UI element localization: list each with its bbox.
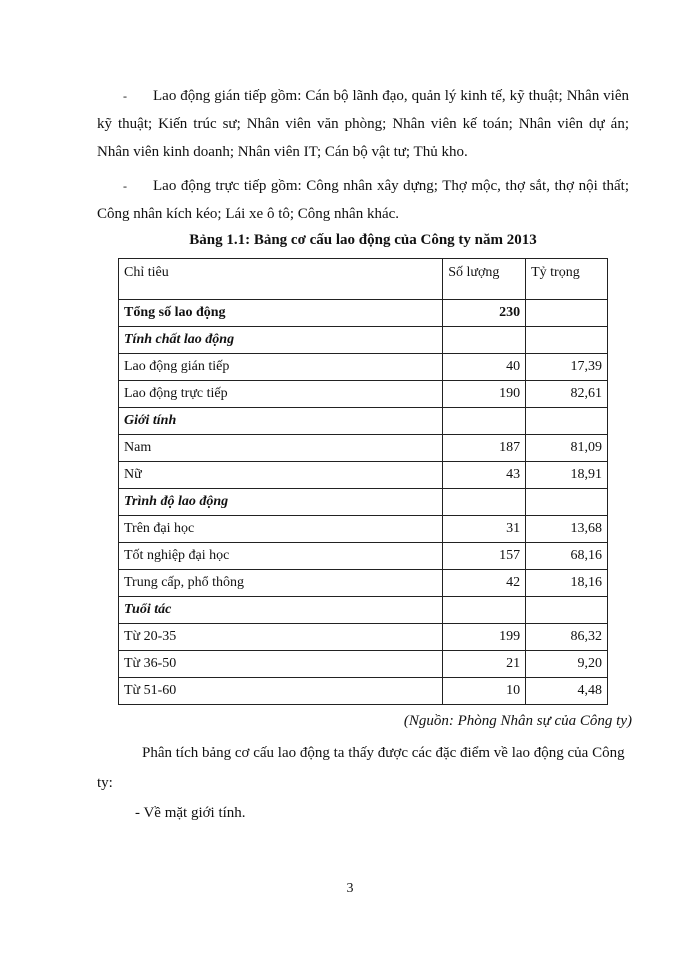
- table-group-row: [119, 489, 608, 516]
- row-pct: [526, 327, 608, 354]
- table-row: [119, 462, 608, 489]
- row-label: Tuổi tác: [119, 597, 443, 624]
- header-cell: Số lượng: [443, 259, 526, 300]
- analysis-paragraph: Phân tích bảng cơ cấu lao động ta thấy được các đặc điểm về lao động của Công ty:: [97, 745, 625, 791]
- row-label: Trình độ lao động: [119, 489, 443, 516]
- table-row: [119, 516, 608, 543]
- row-pct: 68,16: [526, 543, 608, 570]
- row-label: Từ 36-50: [119, 651, 443, 678]
- row-count: 21: [443, 651, 526, 678]
- row-count: [443, 489, 526, 516]
- header-cell: Tỷ trọng: [526, 259, 608, 300]
- row-label: Lao động trực tiếp: [119, 381, 443, 408]
- row-count: [443, 327, 526, 354]
- table-row: [119, 354, 608, 381]
- row-count: 31: [443, 516, 526, 543]
- row-count: [443, 408, 526, 435]
- table-group-row: [119, 408, 608, 435]
- paragraph-direct-labor: [97, 172, 629, 228]
- row-pct: 18,16: [526, 570, 608, 597]
- bullet-mark: -: [123, 179, 127, 193]
- row-label: Từ 20-35: [119, 624, 443, 651]
- table-header-row: [119, 259, 608, 300]
- table-row: [119, 570, 608, 597]
- paragraph-indirect-labor: [97, 82, 629, 166]
- row-pct: 13,68: [526, 516, 608, 543]
- row-label: Trên đại học: [119, 516, 443, 543]
- header-cell: Chỉ tiêu: [119, 259, 443, 300]
- total-count: 230: [443, 300, 526, 327]
- row-count: 199: [443, 624, 526, 651]
- table-row: [119, 435, 608, 462]
- row-pct: 17,39: [526, 354, 608, 381]
- row-label: Từ 51-60: [119, 678, 443, 705]
- row-pct: [526, 597, 608, 624]
- table-row: [119, 651, 608, 678]
- table-source-note: (Nguồn: Phòng Nhân sự của Công ty): [403, 713, 632, 729]
- table-row: [119, 624, 608, 651]
- table-group-row: [119, 597, 608, 624]
- table-caption: Bảng 1.1: Bảng cơ cấu lao động của Công ty năm 2013: [189, 232, 537, 248]
- table-row: [119, 678, 608, 705]
- table-group-row: [119, 327, 608, 354]
- row-label: Nữ: [119, 462, 443, 489]
- row-count: 40: [443, 354, 526, 381]
- row-label: Lao động gián tiếp: [119, 354, 443, 381]
- row-pct: [526, 408, 608, 435]
- row-pct: [526, 489, 608, 516]
- paragraph-text: Lao động trực tiếp gồm: Công nhân xây dựng; Thợ mộc, thợ sắt, thợ nội thất; Công nhân kích kéo; Lái xe ô tô; Công nhân khác.: [97, 178, 629, 222]
- row-label: Giới tính: [119, 408, 443, 435]
- gender-aspect-item: - Về mặt giới tính.: [135, 805, 246, 821]
- row-label: Nam: [119, 435, 443, 462]
- table-total-row: [119, 300, 608, 327]
- total-pct: [526, 300, 608, 327]
- bullet-mark: -: [123, 89, 127, 103]
- row-pct: 18,91: [526, 462, 608, 489]
- row-count: [443, 597, 526, 624]
- row-pct: 86,32: [526, 624, 608, 651]
- row-count: 42: [443, 570, 526, 597]
- total-label: Tổng số lao động: [119, 300, 443, 327]
- row-count: 190: [443, 381, 526, 408]
- table-row: [119, 543, 608, 570]
- paragraph-text: Lao động gián tiếp gồm: Cán bộ lãnh đạo, quản lý kinh tế, kỹ thuật; Nhân viên kỹ thuật; Kiến trúc sư; Nhân viên văn phòng; Nhân viên kế toán; Nhân viên dự án; Nhân viên kinh doanh; Nhân viên IT; Cán bộ vật tư; Thủ kho.: [97, 88, 629, 160]
- labor-structure-table: [118, 258, 608, 705]
- row-count: 43: [443, 462, 526, 489]
- table-row: [119, 381, 608, 408]
- row-label: Trung cấp, phổ thông: [119, 570, 443, 597]
- row-pct: 9,20: [526, 651, 608, 678]
- row-label: Tính chất lao động: [119, 327, 443, 354]
- row-count: 10: [443, 678, 526, 705]
- row-label: Tốt nghiệp đại học: [119, 543, 443, 570]
- row-pct: 82,61: [526, 381, 608, 408]
- page-number: 3: [346, 881, 354, 896]
- row-count: 157: [443, 543, 526, 570]
- row-pct: 81,09: [526, 435, 608, 462]
- row-count: 187: [443, 435, 526, 462]
- row-pct: 4,48: [526, 678, 608, 705]
